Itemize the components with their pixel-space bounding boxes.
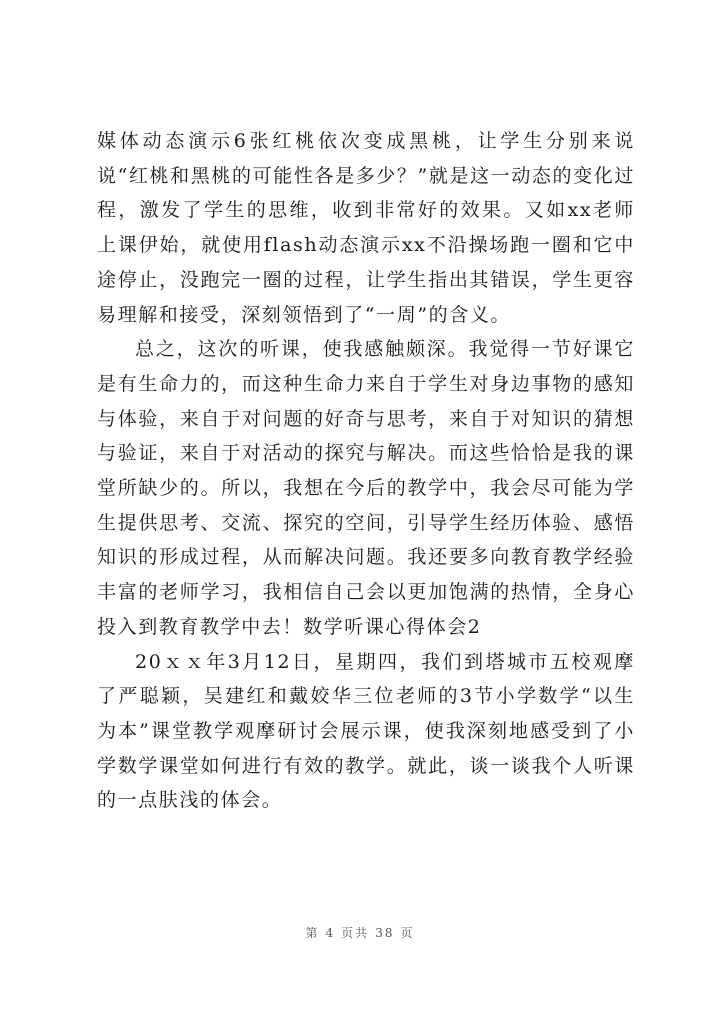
- footer-middle: 页共: [341, 926, 370, 940]
- page-footer: [0, 924, 720, 941]
- paragraph-observation: 20ｘｘ年3月12日，星期四，我们到塔城市五校观摩了严聪颖，吴建红和戴姣华三位老师的3节小学数学“以生为本”课堂教学观摩研讨会展示课，使我深刻地感受到了小学数学课堂如何进行有效的教学。就此，谈一谈我个人听课的一点肤浅的体会。: [97, 650, 635, 812]
- footer-total-pages: 38: [375, 926, 395, 940]
- footer-suffix: 页: [400, 926, 415, 940]
- footer-page-number: 4: [325, 926, 336, 940]
- footer-prefix: 第: [305, 926, 320, 940]
- paragraph-summary: 总之，这次的听课，使我感触颇深。我觉得一节好课它是有生命力的，而这种生命力来自于学生对身边事物的感知与体验，来自于对问题的好奇与思考，来自于对知识的猜想与验证，来自于对活动的探究与解决。而这些恰恰是我的课堂所缺少的。所以，我想在今后的教学中，我会尽可能为学生提供思考、交流、探究的空间，引导学生经历体验、感悟知识的形成过程，从而解决问题。我还要多向教育教学经验丰富的老师学习，我相信自己会以更加饱满的热情，全身心投入到教育教学中去！数学听课心得体会2: [97, 338, 635, 638]
- body-text: [97, 124, 635, 818]
- paragraph-continued: 媒体动态演示6张红桃依次变成黑桃，让学生分别来说说“红桃和黑桃的可能性各是多少？”就是这一动态的变化过程，激发了学生的思维，收到非常好的效果。又如xx老师上课伊始，就使用flash动态演示xx不沿操场跑一圈和它中途停止，没跑完一圈的过程，让学生指出其错误，学生更容易理解和接受，深刻领悟到了“一周”的含义。: [97, 130, 635, 326]
